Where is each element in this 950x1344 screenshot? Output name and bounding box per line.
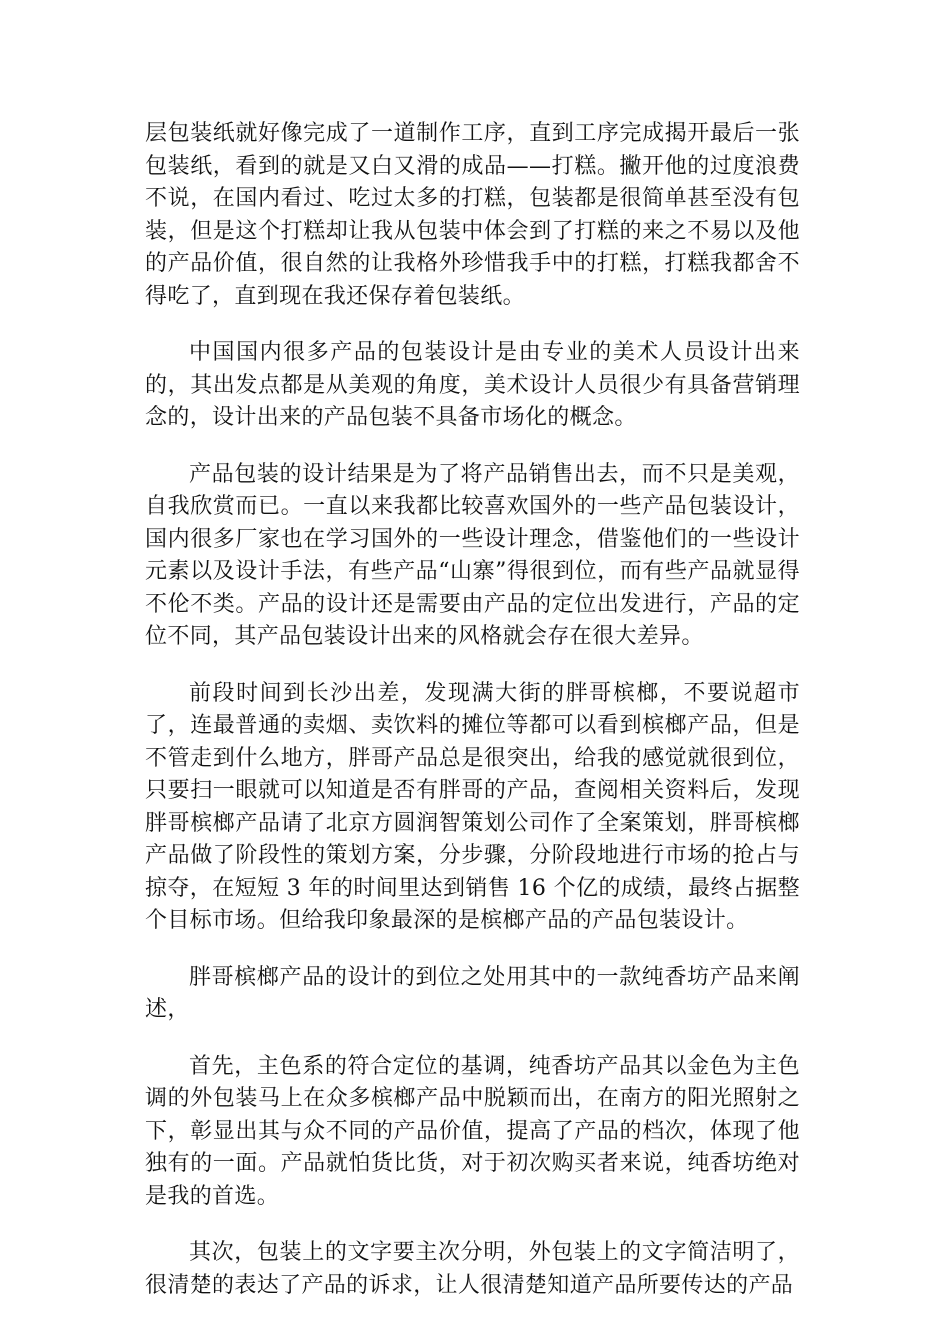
paragraph-first-color: 首先，主色系的符合定位的基调，纯香坊产品其以金色为主色调的外包装马上在众多槟榔产品中脱颖而出，在南方的阳光照射之下，彰显出其与众不同的产品价值，提高了产品的档次，体现了他独有的一面。产品就怕货比货，对于初次购买者来说，纯香坊绝对是我的首选。	[145, 1053, 800, 1209]
paragraph-design-purpose: 产品包装的设计结果是为了将产品销售出去，而不只是美观，自我欣赏而已。一直以来我都比较喜欢国外的一些产品包装设计，国内很多厂家也在学习国外的一些设计理念，借鉴他们的一些设计元素以及设计手法，有些产品“山寨”得很到位，而有些产品就显得不伦不类。产品的设计还是需要由产品的定位出发进行，产品的定位不同，其产品包装设计出来的风格就会存在很大差异。	[145, 461, 800, 649]
paragraph-domestic-design: 中国国内很多产品的包装设计是由专业的美术人员设计出来的，其出发点都是从美观的角度，美术设计人员很少有具备营销理念的，设计出来的产品包装不具备市场化的概念。	[145, 340, 800, 430]
paragraph-second-text: 其次，包装上的文字要主次分明，外包装上的文字简洁明了，很清楚的表达了产品的诉求，让人很清楚知道产品所要传达的产品	[145, 1240, 800, 1298]
paragraph-changsha-trip: 前段时间到长沙出差，发现满大街的胖哥槟榔，不要说超市了，连最普通的卖烟、卖饮料的摊位等都可以看到槟榔产品，但是不管走到什么地方，胖哥产品总是很突出，给我的感觉就很到位，只要扫一眼就可以知道是否有胖哥的产品，查阅相关资料后，发现胖哥槟榔产品请了北京方圆润智策划公司作了全案策划，胖哥槟榔产品做了阶段性的策划方案，分步骤，分阶段地进行市场的抢占与掠夺，在短短 3 年的时间里达到销售 16 个亿的成绩，最终占据整个目标市场。但给我印象最深的是槟榔产品的产品包装设计。	[145, 680, 800, 933]
paragraph-chunxiangfang-intro: 胖哥槟榔产品的设计的到位之处用其中的一款纯香坊产品来阐述，	[145, 964, 800, 1022]
paragraph-packaging-paper: 层包装纸就好像完成了一道制作工序，直到工序完成揭开最后一张包装纸，看到的就是又白又滑的成品——打糕。撇开他的过度浪费不说，在国内看过、吃过太多的打糕，包装都是很简单甚至没有包装，但是这个打糕却让我从包装中体会到了打糕的来之不易以及他的产品价值，很自然的让我格外珍惜我手中的打糕，打糕我都舍不得吃了，直到现在我还保存着包装纸。	[145, 121, 800, 309]
document-body	[145, 118, 800, 1326]
